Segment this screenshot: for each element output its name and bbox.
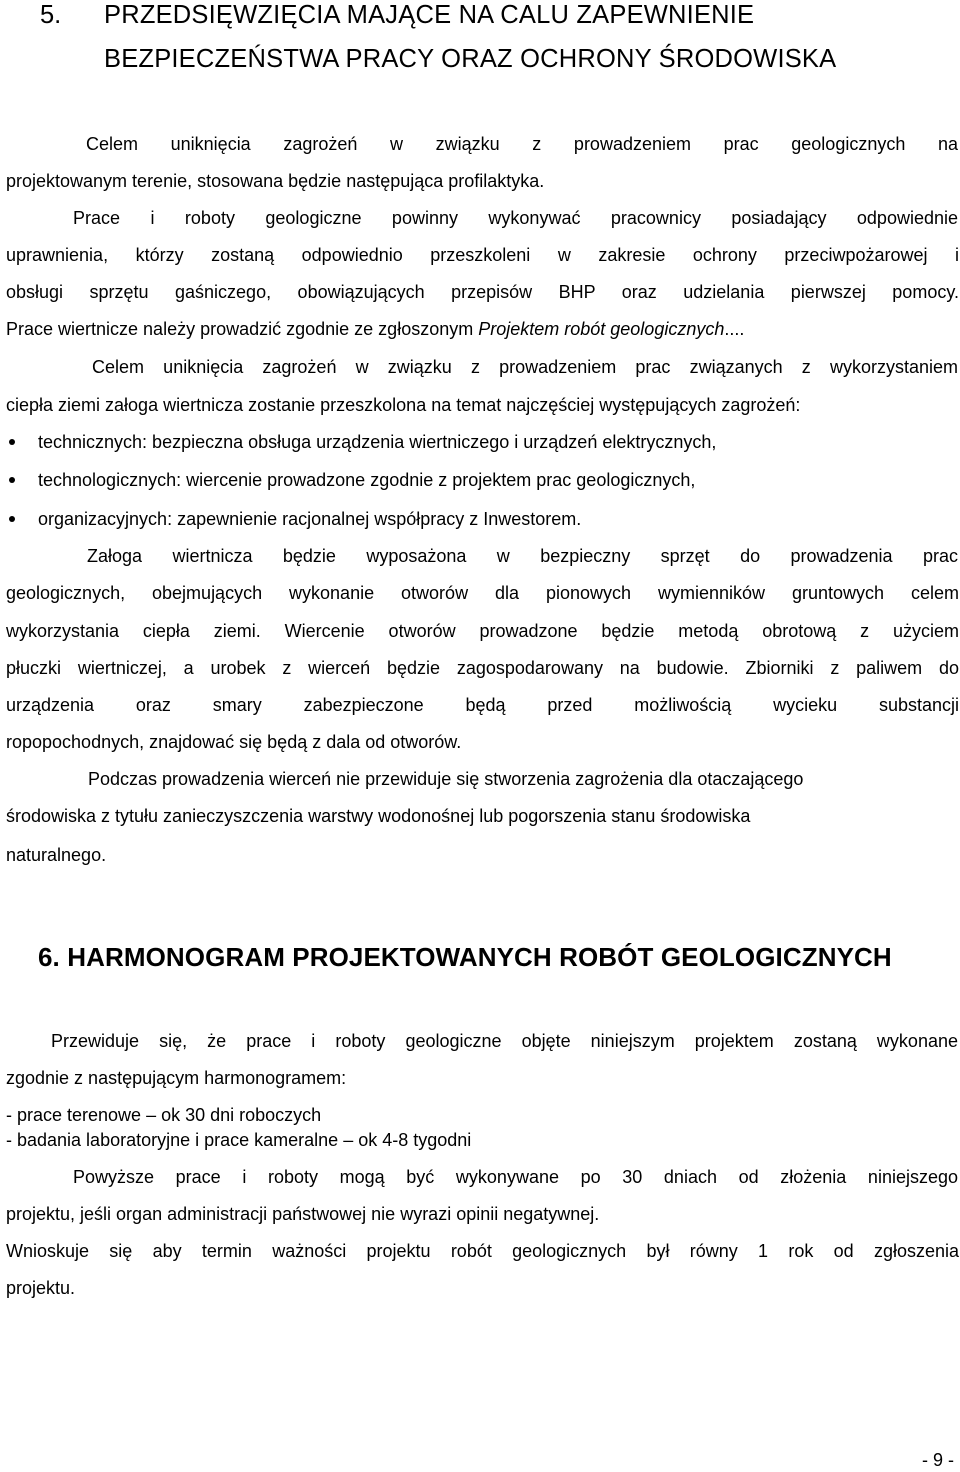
paragraph-6-line-2: środowiska z tytułu zanieczyszczenia warstwy wodonośnej lub pogorszenia stanu środowiska bbox=[6, 806, 751, 826]
section-5-number: 5. bbox=[40, 1, 62, 29]
paragraph-6-line-3: naturalnego. bbox=[6, 845, 107, 865]
bullet-dot bbox=[9, 439, 15, 445]
bullet-item: organizacyjnych: zapewnienie racjonalnej współpracy z Inwestorem. bbox=[38, 509, 582, 529]
bullet-dot bbox=[9, 477, 15, 483]
harmonogram-paragraph-3-line-2: projektu. bbox=[6, 1278, 76, 1298]
paragraph-5-line-2: geologicznych, obejmujących wykonanie otworów dla pionowych wymienników gruntowych celem bbox=[6, 583, 959, 603]
schedule-item-lab-work: - badania laboratoryjne i prace kameralne – ok 4-8 tygodni bbox=[6, 1130, 472, 1150]
harmonogram-paragraph-2-line-2: projektu, jeśli organ administracji państwowej nie wyrazi opinii negatywnej. bbox=[6, 1204, 600, 1224]
paragraph-2-line-2: uprawnienia, którzy zostaną odpowiednio przeszkoleni w zakresie ochrony przeciwpożarowej i bbox=[6, 245, 959, 265]
paragraph-3 bbox=[6, 317, 959, 341]
section-6-title: 6. HARMONOGRAM PROJEKTOWANYCH ROBÓT GEOLOGICZNYCH bbox=[38, 942, 892, 972]
schedule-item-field-work: - prace terenowe – ok 30 dni roboczych bbox=[6, 1105, 322, 1125]
section-5-title-line-2: BEZPIECZEŃSTWA PRACY ORAZ OCHRONY ŚRODOWISKA bbox=[104, 45, 837, 73]
paragraph-2-line-1: Prace i roboty geologiczne powinny wykonywać pracownicy posiadający odpowiednie bbox=[73, 208, 958, 228]
harmonogram-paragraph-1-line-1: Przewiduje się, że prace i roboty geologiczne objęte niniejszym projektem zostaną wykonane bbox=[51, 1031, 958, 1051]
paragraph-5-line-3: wykorzystania ciepła ziemi. Wiercenie otworów prowadzone będzie metodą obrotową z użyciem bbox=[6, 621, 959, 641]
paragraph-2-line-3: obsługi sprzętu gaśniczego, obowiązujących przepisów BHP oraz udzielania pierwszej pomocy. bbox=[6, 282, 959, 302]
paragraph-1-line-1: Celem uniknięcia zagrożeń w związku z prowadzeniem prac geologicznych na bbox=[86, 134, 958, 154]
harmonogram-paragraph-2-line-1: Powyższe prace i roboty mogą być wykonywane po 30 dniach od złożenia niniejszego bbox=[73, 1167, 958, 1187]
bullet-item: technologicznych: wiercenie prowadzone zgodnie z projektem prac geologicznych, bbox=[38, 470, 696, 490]
bullet-item: technicznych: bezpieczna obsługa urządzenia wiertniczego i urządzeń elektrycznych, bbox=[38, 432, 717, 452]
harmonogram-paragraph-3-line-1: Wnioskuje się aby termin ważności projektu robót geologicznych był równy 1 rok od zgłoszenia bbox=[6, 1241, 959, 1261]
section-5-title-line-1: PRZEDSIĘWZIĘCIA MAJĄCE NA CALU ZAPEWNIENIE bbox=[104, 1, 755, 29]
paragraph-5-line-4: płuczki wiertniczej, a urobek z wierceń będzie zagospodarowany na budowie. Zbiorniki z paliwem do bbox=[6, 658, 959, 678]
project-reference: Projektem robót geologicznych bbox=[478, 319, 725, 339]
harmonogram-paragraph-1-line-2: zgodnie z następującym harmonogramem: bbox=[6, 1068, 347, 1088]
paragraph-5-line-5: urządzenia oraz smary zabezpieczone będą przed możliwością wycieku substancji bbox=[6, 695, 959, 715]
paragraph-5-line-6: ropopochodnych, znajdować się będą z dala od otworów. bbox=[6, 732, 462, 752]
paragraph-6-line-1: Podczas prowadzenia wierceń nie przewiduje się stworzenia zagrożenia dla otaczającego bbox=[88, 769, 804, 789]
paragraph-4-line-2: ciepła ziemi załoga wiertnicza zostanie przeszkolona na temat najczęściej występujących zagrożeń: bbox=[6, 395, 801, 415]
paragraph-5-line-1: Załoga wiertnicza będzie wyposażona w bezpieczny sprzęt do prowadzenia prac bbox=[87, 546, 958, 566]
paragraph-3-ellipsis: .... bbox=[724, 319, 745, 339]
paragraph-3-text: Prace wiertnicze należy prowadzić zgodnie ze zgłoszonym bbox=[6, 319, 479, 339]
bullet-dot bbox=[9, 516, 15, 522]
paragraph-4-line-1: Celem uniknięcia zagrożeń w związku z prowadzeniem prac związanych z wykorzystaniem bbox=[92, 357, 958, 377]
page-number: - 9 - bbox=[921, 1450, 954, 1470]
paragraph-1-line-2: projektowanym terenie, stosowana będzie następująca profilaktyka. bbox=[6, 171, 545, 191]
